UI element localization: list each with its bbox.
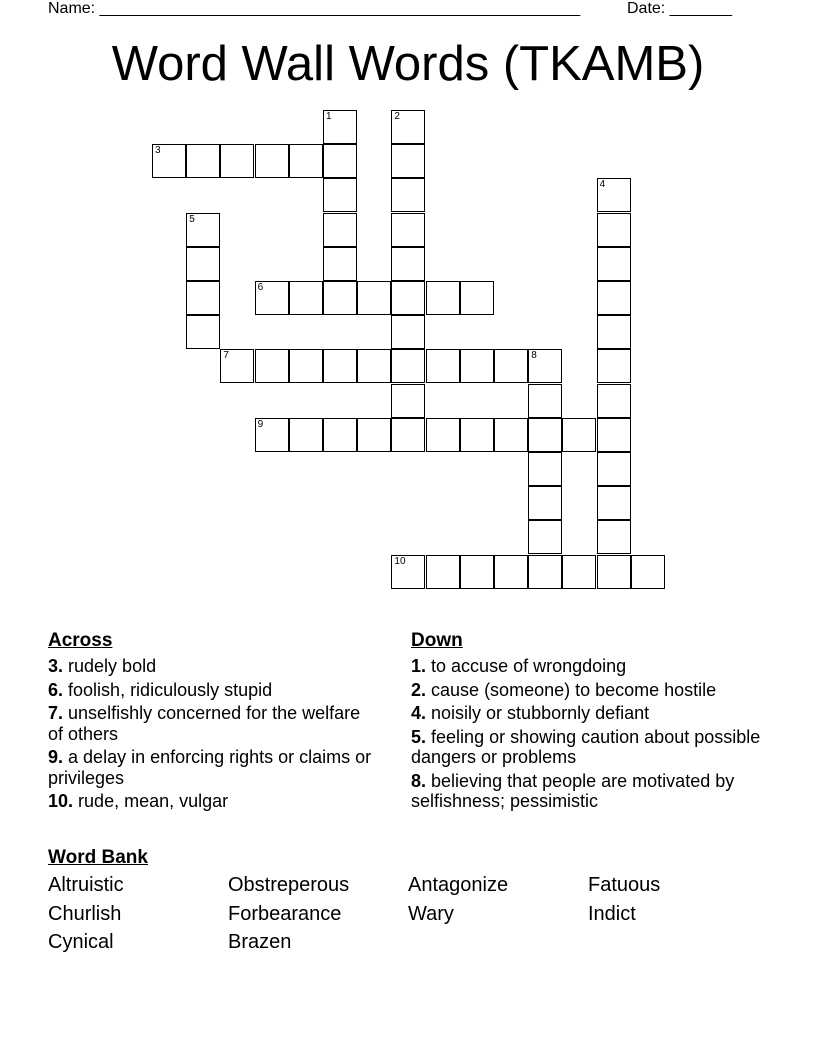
clue-across-7	[48, 703, 378, 744]
clue-across-6	[48, 680, 378, 701]
crossword-cell	[460, 555, 494, 589]
clue-down-1	[411, 656, 771, 677]
crossword-cell	[323, 110, 357, 144]
crossword-cell	[631, 555, 665, 589]
crossword-cell	[426, 418, 460, 452]
crossword-cell	[323, 213, 357, 247]
crossword-cell	[186, 281, 220, 315]
cell-number: 1	[326, 111, 332, 122]
cell-number: 4	[599, 179, 606, 191]
clue-text: foolish, ridiculously stupid	[68, 679, 273, 700]
crossword-cell	[460, 349, 494, 383]
crossword-cell	[289, 281, 323, 315]
crossword-cell	[597, 384, 631, 418]
crossword-cell	[597, 178, 631, 212]
clue-number: 5.	[411, 726, 427, 747]
cell-number: 9	[257, 418, 264, 430]
word-bank-item: Altruistic	[48, 874, 124, 896]
clue-number: 6.	[48, 679, 64, 700]
down-heading: Down	[411, 630, 463, 651]
clue-number: 4.	[411, 703, 427, 723]
clue-down-4	[411, 703, 771, 724]
clue-text: feeling or showing caution about possible dangers or problems	[411, 726, 761, 767]
crossword-cell	[528, 384, 562, 418]
crossword-cell	[528, 555, 562, 589]
clue-text: to accuse of wrongdoing	[431, 656, 627, 676]
clue-down-8	[411, 771, 771, 812]
clue-number: 2.	[411, 679, 427, 700]
clue-across-10	[48, 791, 378, 812]
crossword-cell	[152, 144, 186, 178]
crossword-cell	[255, 144, 289, 178]
cell-number: 8	[531, 350, 537, 362]
crossword-cell	[494, 555, 528, 589]
crossword-cell	[323, 144, 357, 178]
crossword-cell	[528, 452, 562, 486]
crossword-cell	[494, 418, 528, 452]
cell-number: 5	[189, 213, 195, 225]
crossword-cell	[597, 349, 631, 383]
clue-text: rude, mean, vulgar	[78, 791, 229, 811]
clue-text: cause (someone) to become hostile	[431, 679, 717, 700]
cell-number: 7	[223, 350, 229, 362]
crossword-cell	[323, 418, 357, 452]
crossword-cell	[597, 452, 631, 486]
date-field-label: Date: _______	[627, 0, 732, 17]
word-bank-item: Indict	[588, 902, 636, 925]
crossword-cell	[562, 555, 596, 589]
clue-number: 3.	[48, 656, 64, 676]
page-title: Word Wall Words (TKAMB)	[111, 37, 705, 91]
crossword-cell	[391, 418, 425, 452]
crossword-cell	[357, 349, 391, 383]
down-clues	[411, 629, 771, 815]
word-bank-heading: Word Bank	[48, 847, 148, 868]
word-bank-item: Antagonize	[408, 874, 509, 896]
clue-number: 8.	[411, 770, 427, 791]
cell-number: 2	[394, 111, 400, 122]
crossword-cell	[323, 178, 357, 212]
crossword-cell	[528, 349, 562, 383]
word-bank-item: Churlish	[48, 902, 122, 925]
crossword-cell	[528, 418, 562, 452]
crossword-cell	[220, 144, 254, 178]
across-heading: Across	[48, 630, 113, 651]
crossword-cell	[323, 247, 357, 281]
word-bank-item: Forbearance	[228, 902, 342, 925]
crossword-cell	[255, 349, 289, 383]
crossword-cell	[391, 178, 425, 212]
crossword-cell	[323, 349, 357, 383]
crossword-cell	[391, 213, 425, 247]
crossword-cell	[426, 555, 460, 589]
crossword-cell	[323, 281, 357, 315]
crossword-cell	[220, 349, 254, 383]
word-bank-item: Wary	[408, 902, 454, 925]
crossword-cell	[426, 349, 460, 383]
crossword-cell	[255, 281, 289, 315]
name-field-label: Name: ______________________________________________________	[48, 0, 581, 17]
clue-text: unselfishly concerned for the welfare of others	[48, 703, 361, 744]
crossword-cell	[186, 144, 220, 178]
clue-number: 1.	[411, 656, 427, 676]
clue-across-3	[48, 656, 378, 677]
crossword-cell	[426, 281, 460, 315]
crossword-cell	[528, 486, 562, 520]
word-bank-item: Obstreperous	[228, 874, 350, 896]
word-bank-item: Brazen	[228, 931, 292, 953]
crossword-cell	[391, 384, 425, 418]
word-bank-item: Fatuous	[588, 874, 661, 896]
clue-text: rudely bold	[68, 656, 157, 676]
clue-number: 7.	[48, 703, 64, 723]
crossword-cell	[597, 247, 631, 281]
crossword-cell	[391, 349, 425, 383]
crossword-cell	[357, 281, 391, 315]
crossword-cell	[357, 418, 391, 452]
crossword-cell	[391, 315, 425, 349]
clue-number: 9.	[48, 747, 64, 767]
crossword-cell	[494, 349, 528, 383]
clue-text: believing that people are motivated by selfishness; pessimistic	[411, 770, 735, 811]
crossword-cell	[597, 315, 631, 349]
clue-down-2	[411, 680, 771, 701]
crossword-cell	[460, 281, 494, 315]
crossword-cell	[391, 247, 425, 281]
crossword-cell	[186, 315, 220, 349]
cell-number: 10	[394, 555, 406, 567]
crossword-cell	[562, 418, 596, 452]
clue-number: 10.	[48, 791, 74, 811]
crossword-cell	[597, 486, 631, 520]
crossword-cell	[528, 520, 562, 554]
crossword-cell	[597, 555, 631, 589]
crossword-cell	[460, 418, 494, 452]
crossword-cell	[391, 110, 425, 144]
cell-number: 6	[257, 282, 264, 293]
crossword-cell	[186, 247, 220, 281]
crossword-cell	[186, 213, 220, 247]
crossword-cell	[391, 281, 425, 315]
crossword-cell	[391, 144, 425, 178]
clue-across-9	[48, 747, 378, 788]
crossword-cell	[289, 418, 323, 452]
across-clues	[48, 629, 378, 815]
word-bank	[48, 873, 768, 954]
clue-down-5	[411, 727, 771, 768]
crossword-cell	[289, 349, 323, 383]
word-bank-item: Cynical	[48, 931, 114, 953]
crossword-cell	[255, 418, 289, 452]
crossword-cell	[289, 144, 323, 178]
crossword-cell	[597, 213, 631, 247]
cell-number: 3	[155, 145, 161, 157]
clue-text: noisily or stubbornly defiant	[431, 703, 650, 723]
crossword-cell	[391, 555, 425, 589]
crossword-cell	[597, 418, 631, 452]
clue-text: a delay in enforcing rights or claims or privileges	[48, 747, 372, 788]
crossword-cell	[597, 520, 631, 554]
crossword-cell	[597, 281, 631, 315]
